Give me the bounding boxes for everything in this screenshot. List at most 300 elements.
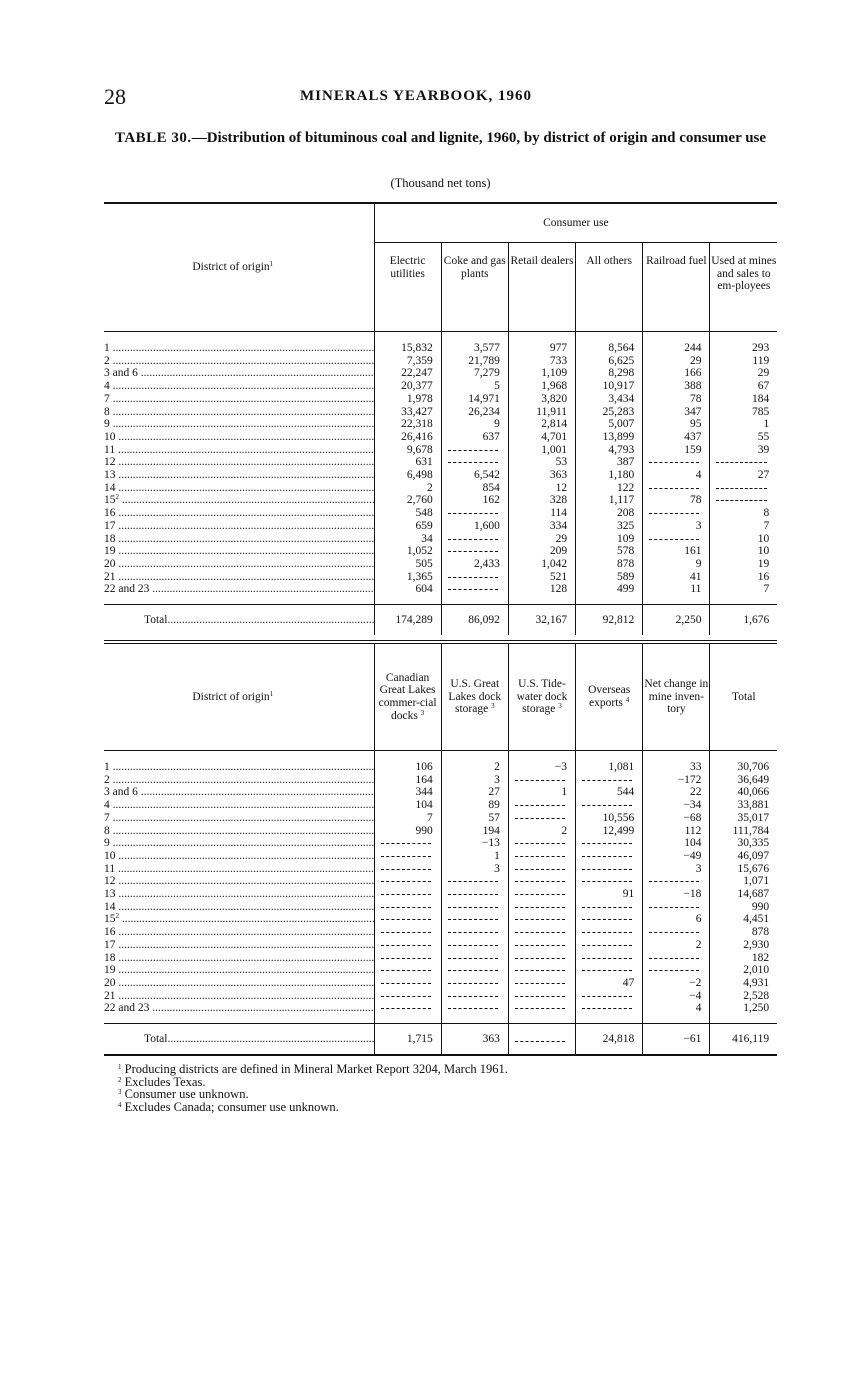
footnote-mark: 2 xyxy=(118,1075,122,1084)
value-cell: 2,760 xyxy=(374,494,441,507)
table-row xyxy=(104,558,777,571)
value-cell: 2,528 xyxy=(710,990,777,1003)
footnote-text: Producing districts are defined in Mineral Market Report 3204, March 1961. xyxy=(124,1062,508,1076)
value-cell: 521 xyxy=(508,571,575,584)
value-cell: 1,180 xyxy=(576,469,643,482)
empty-cell xyxy=(576,1002,643,1023)
value-cell: 10,917 xyxy=(576,380,643,393)
total-value-cell: 363 xyxy=(441,1024,508,1056)
district-label xyxy=(104,1002,374,1015)
stub-header xyxy=(104,642,374,751)
empty-cell xyxy=(643,456,710,469)
empty-cell xyxy=(643,875,710,888)
dash-leader xyxy=(515,881,565,883)
table-row xyxy=(104,482,777,495)
dash-leader xyxy=(515,996,565,998)
value-cell: 854 xyxy=(441,482,508,495)
column-header-label: Electric utilities xyxy=(389,255,426,280)
value-cell: −4 xyxy=(643,990,710,1003)
value-cell: 95 xyxy=(643,418,710,431)
dash-leader xyxy=(649,513,699,515)
value-cell: 57 xyxy=(441,812,508,825)
value-cell: 5,007 xyxy=(576,418,643,431)
value-cell: 112 xyxy=(643,825,710,838)
empty-cell xyxy=(374,939,441,952)
district-name: 17 xyxy=(104,519,116,532)
table-row xyxy=(104,901,777,914)
district-label xyxy=(104,456,374,469)
district-label xyxy=(104,926,374,939)
dash-leader xyxy=(649,881,699,883)
value-cell: 3,820 xyxy=(508,393,575,406)
column-header xyxy=(576,642,643,751)
district-name: 1 xyxy=(104,342,110,354)
table-row xyxy=(104,913,777,926)
value-cell: 106 xyxy=(374,751,441,774)
column-header-label: Railroad fuel xyxy=(646,255,707,267)
table-row xyxy=(104,545,777,558)
stub-header xyxy=(104,203,374,332)
dash-leader xyxy=(515,1041,565,1043)
empty-cell xyxy=(508,939,575,952)
value-cell: 659 xyxy=(374,520,441,533)
dash-leader xyxy=(515,843,565,845)
consumer-use-table xyxy=(104,202,777,635)
district-label xyxy=(104,380,374,393)
value-cell: 119 xyxy=(710,355,777,368)
district-name: 19 xyxy=(104,964,116,977)
table-row xyxy=(104,469,777,482)
value-cell: 1,109 xyxy=(508,367,575,380)
table-label: TABLE 30. xyxy=(114,130,192,146)
dash-leader xyxy=(582,958,632,960)
value-cell: 29 xyxy=(508,533,575,546)
dash-leader xyxy=(448,1008,498,1010)
empty-cell xyxy=(576,964,643,977)
value-cell: 40,066 xyxy=(710,786,777,799)
district-cell xyxy=(104,418,374,431)
district-label xyxy=(104,964,374,977)
value-cell: 114 xyxy=(508,507,575,520)
district-name: 10 xyxy=(104,430,116,443)
district-label xyxy=(104,888,374,901)
dash-leader xyxy=(448,881,498,883)
dash-leader xyxy=(649,907,699,909)
value-cell: −3 xyxy=(508,751,575,774)
empty-cell xyxy=(508,964,575,977)
dash-leader xyxy=(515,818,565,820)
value-cell: 2,814 xyxy=(508,418,575,431)
table-row xyxy=(104,786,777,799)
district-cell xyxy=(104,367,374,380)
footnote-ref: 1 xyxy=(269,260,274,269)
district-label xyxy=(104,837,374,850)
district-cell xyxy=(104,939,374,952)
district-label xyxy=(104,786,374,799)
column-header xyxy=(441,243,508,332)
empty-cell xyxy=(374,875,441,888)
value-cell: 1,978 xyxy=(374,393,441,406)
dash-leader xyxy=(716,462,767,464)
empty-cell xyxy=(643,926,710,939)
district-cell xyxy=(104,774,374,787)
district-cell xyxy=(104,964,374,977)
district-label xyxy=(104,520,374,533)
district-cell xyxy=(104,583,374,604)
district-cell xyxy=(104,444,374,457)
value-cell: 589 xyxy=(576,571,643,584)
footnote-ref: 1 xyxy=(269,689,274,698)
table-row xyxy=(104,990,777,1003)
total-value-cell: 92,812 xyxy=(576,605,643,636)
value-cell: 363 xyxy=(508,469,575,482)
value-cell: 9 xyxy=(441,418,508,431)
value-cell: 91 xyxy=(576,888,643,901)
value-cell: 22,318 xyxy=(374,418,441,431)
empty-cell xyxy=(508,1024,575,1056)
empty-cell xyxy=(374,977,441,990)
district-cell xyxy=(104,355,374,368)
column-header xyxy=(576,243,643,332)
dash-leader xyxy=(381,970,431,972)
dash-leader xyxy=(448,932,498,934)
value-cell: 109 xyxy=(576,533,643,546)
district-cell xyxy=(104,990,374,1003)
value-cell: 4 xyxy=(643,1002,710,1023)
district-label xyxy=(104,913,374,926)
district-cell xyxy=(104,469,374,482)
value-cell: 6,498 xyxy=(374,469,441,482)
value-cell: 437 xyxy=(643,431,710,444)
total-value-cell: −61 xyxy=(643,1024,710,1056)
footnote-mark: 3 xyxy=(118,1088,122,1096)
empty-cell xyxy=(643,482,710,495)
value-cell: 344 xyxy=(374,786,441,799)
dash-leader xyxy=(582,1008,632,1010)
district-name: 7 xyxy=(104,392,110,405)
district-label xyxy=(104,571,374,584)
value-cell: 20,377 xyxy=(374,380,441,393)
value-cell: 3,434 xyxy=(576,393,643,406)
district-cell xyxy=(104,901,374,914)
value-cell: 159 xyxy=(643,444,710,457)
district-name: 20 xyxy=(104,557,116,570)
dash-leader xyxy=(582,869,632,871)
value-cell: 6,542 xyxy=(441,469,508,482)
empty-cell xyxy=(441,939,508,952)
value-cell: 604 xyxy=(374,583,441,604)
value-cell: 4,451 xyxy=(710,913,777,926)
total-value-cell: 2,250 xyxy=(643,605,710,636)
value-cell: 637 xyxy=(441,431,508,444)
value-cell: 47 xyxy=(576,977,643,990)
empty-cell xyxy=(374,952,441,965)
value-cell: 161 xyxy=(643,545,710,558)
dash-leader xyxy=(515,983,565,985)
dash-leader xyxy=(582,881,632,883)
empty-cell xyxy=(508,863,575,876)
empty-cell xyxy=(576,799,643,812)
district-name: 14 xyxy=(104,900,116,913)
value-cell: 164 xyxy=(374,774,441,787)
empty-cell xyxy=(441,545,508,558)
empty-cell xyxy=(576,863,643,876)
value-cell: 878 xyxy=(710,926,777,939)
table-row xyxy=(104,571,777,584)
value-cell: 78 xyxy=(643,393,710,406)
value-cell: 78 xyxy=(643,494,710,507)
district-name: 17 xyxy=(104,938,116,951)
value-cell: 1,042 xyxy=(508,558,575,571)
empty-cell xyxy=(643,964,710,977)
district-cell xyxy=(104,558,374,571)
value-cell: 244 xyxy=(643,332,710,355)
empty-cell xyxy=(441,583,508,604)
column-header xyxy=(441,642,508,751)
value-cell: 6,625 xyxy=(576,355,643,368)
value-cell: 977 xyxy=(508,332,575,355)
dash-leader xyxy=(381,958,431,960)
dash-leader xyxy=(582,932,632,934)
empty-cell xyxy=(441,913,508,926)
district-label xyxy=(104,444,374,457)
table-row xyxy=(104,1002,777,1023)
dash-leader xyxy=(448,907,498,909)
empty-cell xyxy=(508,888,575,901)
empty-cell xyxy=(441,533,508,546)
column-header-label: U.S. Tide-water dock storage xyxy=(516,678,568,716)
dash-leader xyxy=(448,589,498,591)
value-cell: 4,701 xyxy=(508,431,575,444)
dash-leader xyxy=(448,958,498,960)
value-cell: 53 xyxy=(508,456,575,469)
dash-leader xyxy=(381,945,431,947)
district-cell xyxy=(104,825,374,838)
table-row xyxy=(104,520,777,533)
value-cell: 3 xyxy=(441,863,508,876)
district-name: 12 xyxy=(104,875,116,888)
column-header-label: All others xyxy=(586,255,632,267)
district-label xyxy=(104,863,374,876)
value-cell: 30,706 xyxy=(710,751,777,774)
empty-cell xyxy=(374,888,441,901)
value-cell: 878 xyxy=(576,558,643,571)
dash-leader xyxy=(515,869,565,871)
district-name: 11 xyxy=(104,443,116,456)
dash-leader xyxy=(515,894,565,896)
value-cell: 1 xyxy=(710,418,777,431)
dash-leader xyxy=(582,996,632,998)
dash-leader xyxy=(515,919,565,921)
value-cell: −68 xyxy=(643,812,710,825)
table-row xyxy=(104,751,777,774)
empty-cell xyxy=(576,837,643,850)
table-row xyxy=(104,939,777,952)
district-name: 14 xyxy=(104,481,116,494)
district-label xyxy=(104,507,374,520)
value-cell: 2 xyxy=(643,939,710,952)
value-cell: 128 xyxy=(508,583,575,604)
empty-cell xyxy=(441,444,508,457)
value-cell: 1,052 xyxy=(374,545,441,558)
value-cell: 1,250 xyxy=(710,1002,777,1023)
value-cell: 22,247 xyxy=(374,367,441,380)
dash-leader xyxy=(716,488,767,490)
table-row xyxy=(104,977,777,990)
table-row xyxy=(104,393,777,406)
value-cell: 1,071 xyxy=(710,875,777,888)
table-row xyxy=(104,583,777,604)
column-header xyxy=(508,243,575,332)
value-cell: 387 xyxy=(576,456,643,469)
value-cell: 2 xyxy=(374,482,441,495)
value-cell: 10 xyxy=(710,533,777,546)
value-cell: 3,577 xyxy=(441,332,508,355)
value-cell: 12 xyxy=(508,482,575,495)
value-cell: 27 xyxy=(441,786,508,799)
value-cell: −172 xyxy=(643,774,710,787)
column-header-label: Retail dealers xyxy=(510,255,574,267)
dash-leader xyxy=(515,805,565,807)
empty-cell xyxy=(441,456,508,469)
district-cell xyxy=(104,799,374,812)
table-row xyxy=(104,875,777,888)
value-cell: 1,081 xyxy=(576,751,643,774)
table-row xyxy=(104,952,777,965)
district-name: 22 and 23 xyxy=(104,1002,150,1015)
empty-cell xyxy=(576,875,643,888)
district-cell xyxy=(104,1002,374,1023)
dash-leader xyxy=(381,881,431,883)
dash-leader xyxy=(716,500,767,502)
value-cell: 7 xyxy=(710,583,777,604)
district-name: 16 xyxy=(104,926,116,939)
column-header xyxy=(374,642,441,751)
dash-leader xyxy=(582,919,632,921)
district-label xyxy=(104,939,374,952)
footnotes xyxy=(118,1063,508,1113)
total-value-cell: 24,818 xyxy=(576,1024,643,1056)
total-row xyxy=(104,1024,777,1056)
value-cell: 25,283 xyxy=(576,406,643,419)
district-cell xyxy=(104,393,374,406)
dash-leader xyxy=(381,843,431,845)
district-name: 2 xyxy=(104,773,110,786)
district-cell xyxy=(104,863,374,876)
dash-leader xyxy=(381,907,431,909)
footnote-mark: 1 xyxy=(118,1063,122,1071)
dash-leader xyxy=(515,945,565,947)
dash-leader xyxy=(448,945,498,947)
empty-cell xyxy=(576,939,643,952)
total-label-text: Total xyxy=(144,613,168,626)
value-cell: 5 xyxy=(441,380,508,393)
empty-cell xyxy=(710,456,777,469)
dash-leader xyxy=(649,958,699,960)
district-label xyxy=(104,494,374,507)
value-cell: 10 xyxy=(710,545,777,558)
district-name: 10 xyxy=(104,849,116,862)
district-label xyxy=(104,406,374,419)
value-cell: 34 xyxy=(374,533,441,546)
district-cell xyxy=(104,406,374,419)
table-row xyxy=(104,964,777,977)
district-cell xyxy=(104,977,374,990)
district-label xyxy=(104,558,374,571)
district-cell xyxy=(104,812,374,825)
empty-cell xyxy=(508,875,575,888)
empty-cell xyxy=(576,952,643,965)
value-cell: 1,600 xyxy=(441,520,508,533)
district-name: 1 xyxy=(104,761,110,773)
dash-leader xyxy=(649,932,699,934)
dash-leader xyxy=(515,907,565,909)
table-title: —Distribution of bituminous coal and lignite, 1960, by district of origin and consumer use xyxy=(191,130,767,146)
value-cell: 21,789 xyxy=(441,355,508,368)
dash-leader xyxy=(582,805,632,807)
dash-leader xyxy=(649,539,699,541)
footnote-ref: 3 xyxy=(420,708,425,717)
district-name: 3 and 6 xyxy=(104,786,138,799)
value-cell: −13 xyxy=(441,837,508,850)
table-row xyxy=(104,774,777,787)
total-value-cell: 174,289 xyxy=(374,605,441,636)
district-label xyxy=(104,774,374,787)
empty-cell xyxy=(576,901,643,914)
dash-leader xyxy=(515,1008,565,1010)
dash-leader xyxy=(448,462,498,464)
district-name: 9 xyxy=(104,837,110,850)
empty-cell xyxy=(508,952,575,965)
empty-cell xyxy=(441,1002,508,1023)
table-row xyxy=(104,837,777,850)
district-cell xyxy=(104,533,374,546)
value-cell: 2,930 xyxy=(710,939,777,952)
footnote xyxy=(118,1101,508,1114)
empty-cell xyxy=(441,888,508,901)
district-label xyxy=(104,901,374,914)
empty-cell xyxy=(508,774,575,787)
column-header-label: Net change in mine inven-tory xyxy=(644,678,709,716)
district-cell xyxy=(104,751,374,774)
value-cell: −49 xyxy=(643,850,710,863)
district-name: 8 xyxy=(104,824,110,837)
value-cell: 30,335 xyxy=(710,837,777,850)
district-cell xyxy=(104,571,374,584)
empty-cell xyxy=(508,812,575,825)
value-cell: 208 xyxy=(576,507,643,520)
value-cell: 8,564 xyxy=(576,332,643,355)
empty-cell xyxy=(508,837,575,850)
district-cell xyxy=(104,952,374,965)
value-cell: 166 xyxy=(643,367,710,380)
district-label xyxy=(104,990,374,1003)
district-name: 7 xyxy=(104,811,110,824)
district-label xyxy=(104,418,374,431)
empty-cell xyxy=(441,952,508,965)
empty-cell xyxy=(374,964,441,977)
value-cell: −18 xyxy=(643,888,710,901)
empty-cell xyxy=(643,507,710,520)
value-cell: 1,365 xyxy=(374,571,441,584)
district-cell xyxy=(104,431,374,444)
table-row xyxy=(104,926,777,939)
unit-note: (Thousand net tons) xyxy=(390,176,491,190)
footnote-ref: 2 xyxy=(115,913,119,921)
district-cell xyxy=(104,380,374,393)
value-cell: 194 xyxy=(441,825,508,838)
dash-leader xyxy=(448,577,498,579)
